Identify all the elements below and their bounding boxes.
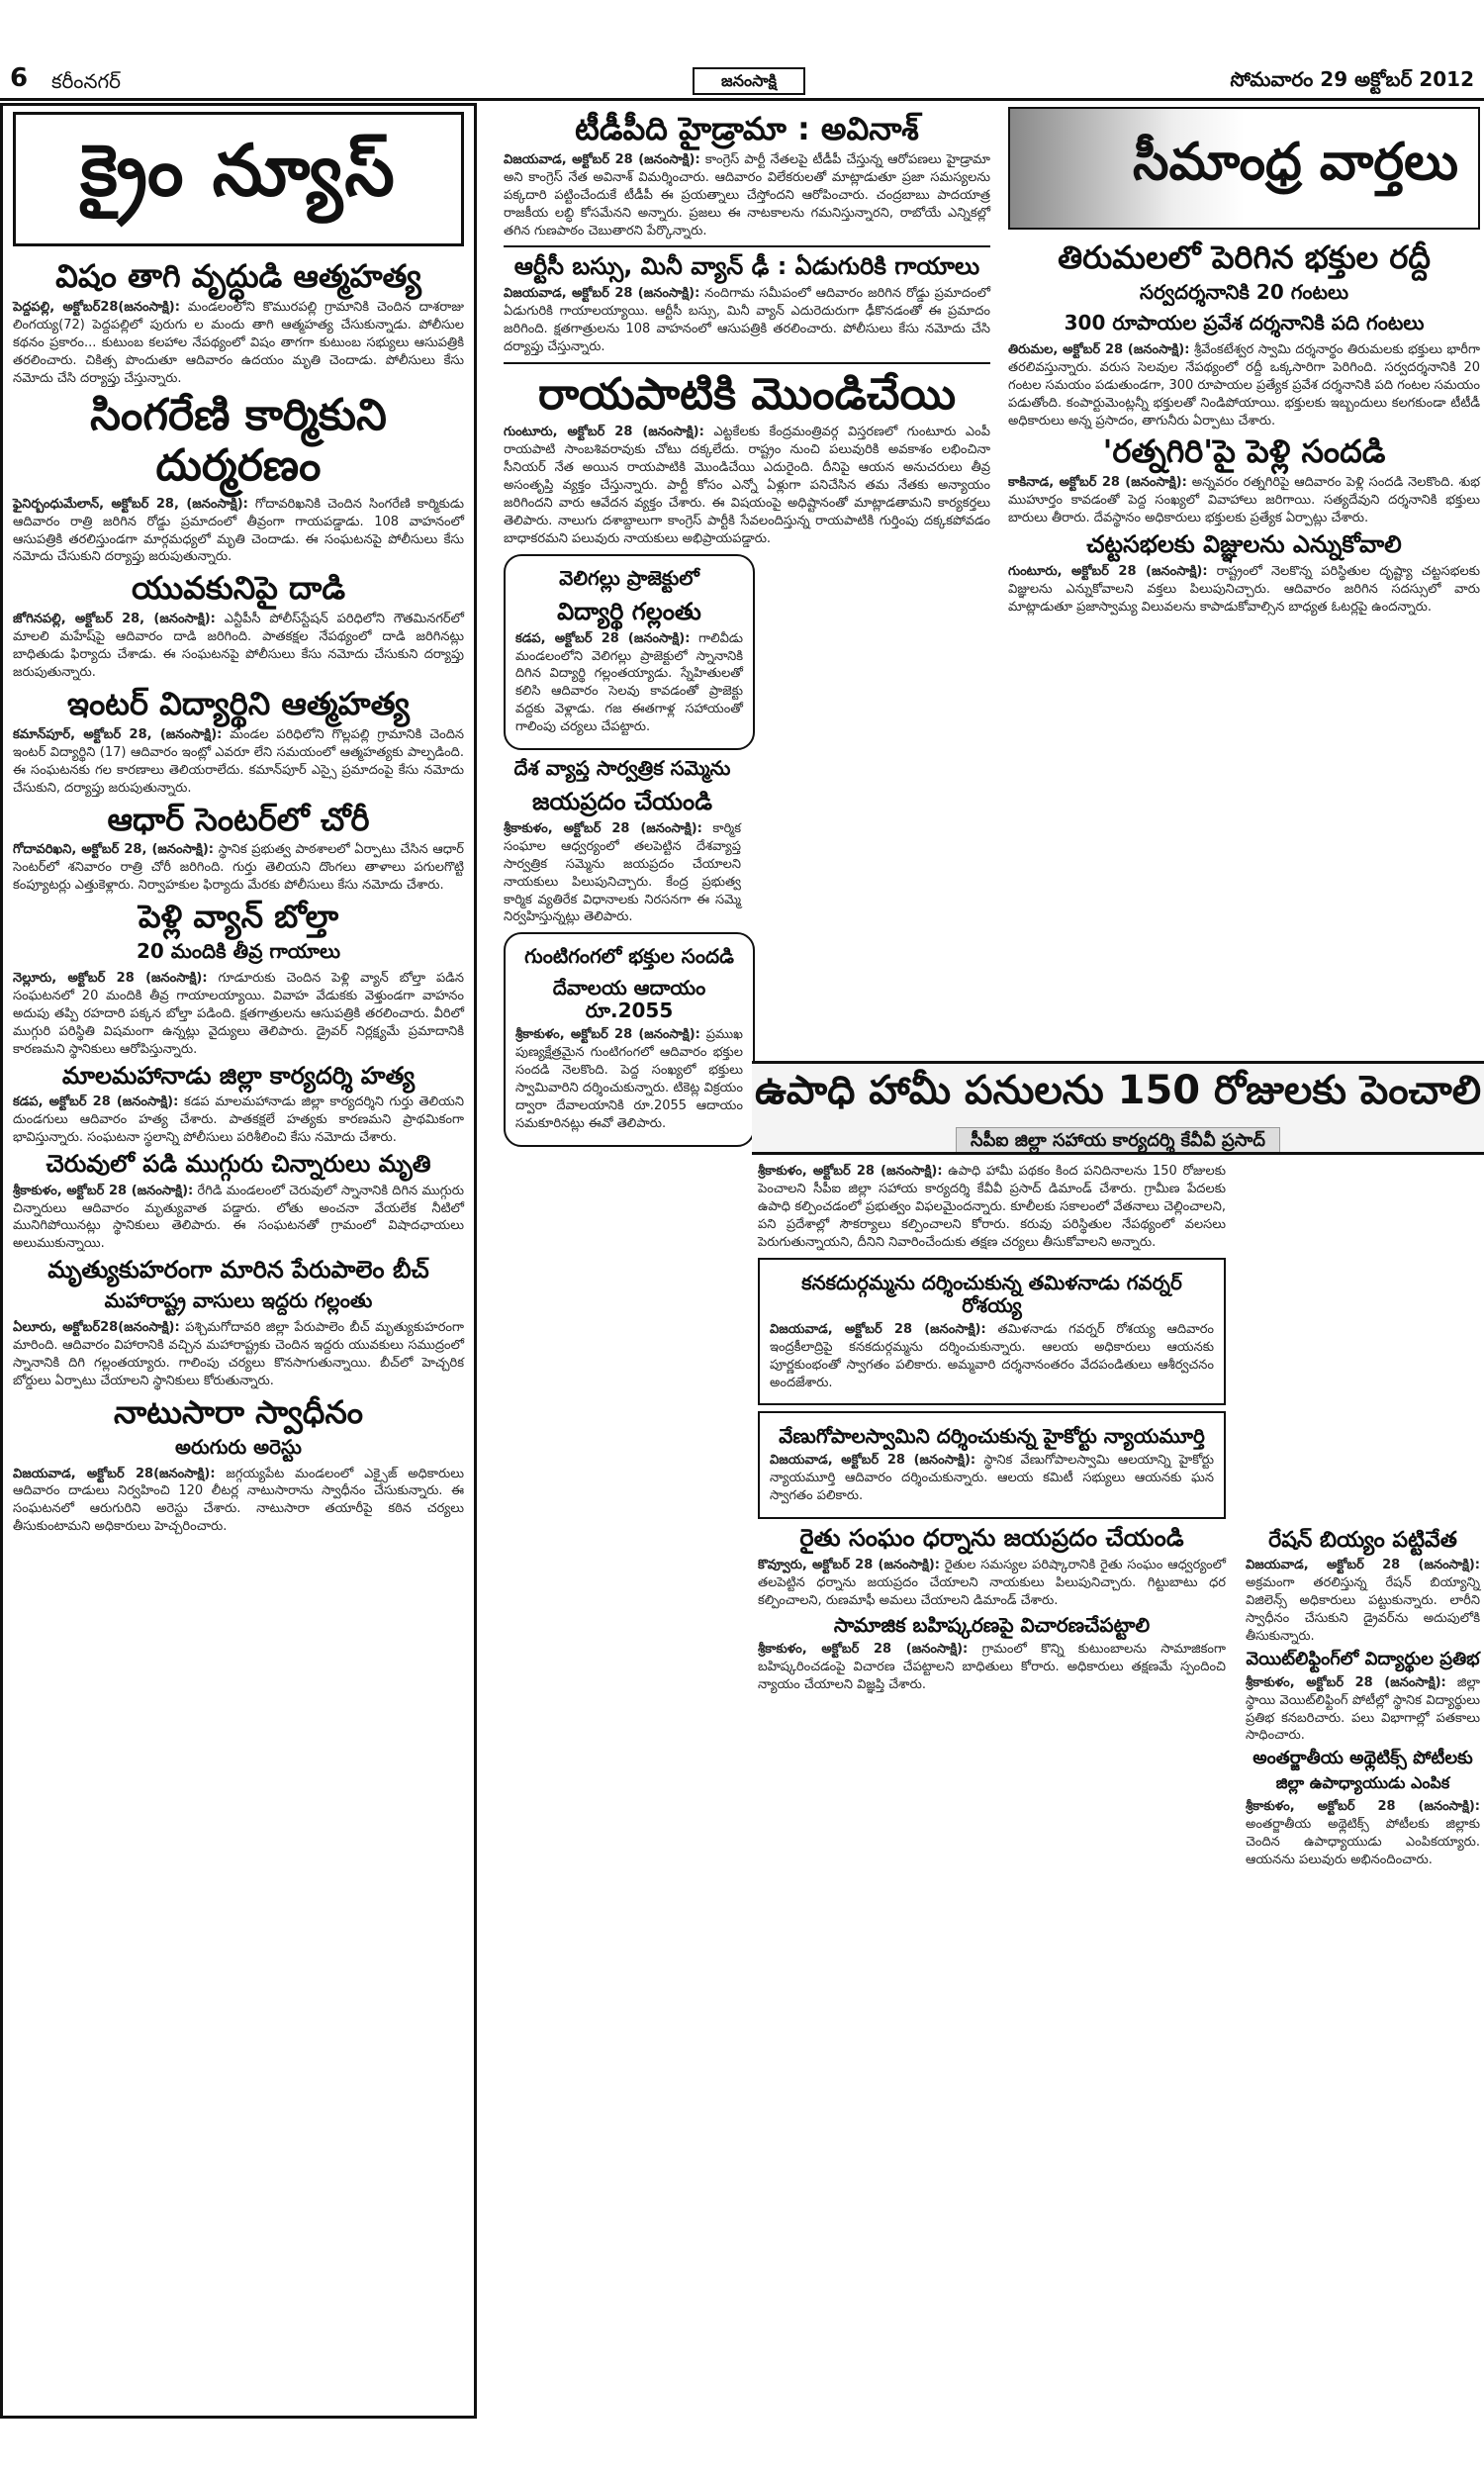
story-body: స్థానిక ప్రభుత్వ పాఠశాలలో ఏర్పాటు చేసిన ఆధార్ సెంటర్‌లో శనివారం రాత్రి చోరీ జరిగింది. గుర్తు తెలియని దొంగలు తాళాలు పగులగొట్టి కంప్యూటర్లు ఎత్తుకెళ్లారు. నిర్వాహకుల ఫిర్యాదు మేరకు పోలీసులు కేసు నమోదు చేశారు. — [13, 842, 464, 894]
story-headline: ఆధార్ సెంటర్‌లో చోరీ — [107, 800, 370, 838]
story — [13, 1257, 464, 1389]
story-dateline: విజయవాడ, అక్టోబర్ 28 (జనంసాక్షి): — [770, 1321, 986, 1337]
story-subheadline: మహారాష్ట్ర వాసులు ఇద్దరు గల్లంతు — [104, 1287, 373, 1312]
story — [13, 570, 464, 682]
story — [13, 802, 464, 896]
story-headline: మాలమహానాడు జిల్లా కార్యదర్శి హత్య — [61, 1061, 416, 1090]
story-dateline: గుంటూరు, అక్టోబర్ 28 (జనంసాక్షి): — [504, 425, 704, 440]
story-headline: టీడీపీది హైడ్రామా : అవినాశ్ — [575, 110, 919, 147]
story-body: గాలివీడు మండలంలోని వెలిగల్లు ప్రాజెక్టులో స్నానానికి దిగిన విద్యార్థి గల్లంతయ్యాడు. స్నేహితులతో కలిసి ఆదివారం సెలవు కావడంతో ప్రాజెక్టు వద్దకు వెళ్లాడు. గజ ఈతగాళ్ల సహాయంతో గాలింపు చర్యలు చేపట్టారు. — [515, 630, 743, 735]
story-dateline: గోదావరిఖని, అక్టోబర్ 28, (జనంసాక్షి): — [13, 842, 214, 858]
story-kicker: వెలిగల్లు ప్రాజెక్టులో — [559, 565, 699, 590]
story-body: అన్నవరం రత్నగిరిపై ఆదివారం పెళ్లి సందడి నెలకొంది. శుభ ముహూర్తం కావడంతో పెద్ద సంఖ్యలో వివాహాలు జరిగాయి. సత్యదేవుని దర్శనానికి భక్తులు బారులు తీరారు. దేవస్థానం అధికారులు భక్తులకు ప్రత్యేక ఏర్పాట్లు చేశారు. — [1008, 475, 1480, 526]
story — [1246, 1528, 1480, 1646]
boxed-story — [504, 932, 755, 1147]
story — [13, 1394, 464, 1537]
story-dateline: విజయవాడ, అక్టోబర్ 28 (జనంసాక్షి): — [1246, 1558, 1480, 1573]
story-subheadline: 20 మందికి తీవ్ర గాయాలు — [136, 938, 341, 963]
boxed-story — [758, 1411, 1226, 1519]
story-subheadline: అరుగురు అరెస్టు — [175, 1434, 302, 1459]
story-headline: చెరువులో పడి ముగ్గురు చిన్నారులు మృతి — [46, 1150, 431, 1179]
story-subheadline: జిల్లా ఉపాధ్యాయుడు ఎంపిక — [1275, 1773, 1450, 1793]
story-headline: ఇంటర్ విద్యార్థిని ఆత్మహత్య — [67, 684, 410, 722]
masthead — [0, 61, 1484, 101]
story-dateline: శ్రీకాకుళం, అక్టోబర్ 28 (జనంసాక్షి): — [1246, 1674, 1446, 1690]
story-dateline: శ్రీకాకుళం, అక్టోబర్ 28 (జనంసాక్షి): — [504, 820, 702, 836]
story — [758, 1614, 1226, 1694]
story — [13, 686, 464, 798]
story — [1008, 433, 1480, 527]
story-dateline: విజయవాడ, అక్టోబర్ 28 (జనంసాక్షి): — [504, 286, 700, 302]
story-dateline: తిరుమల, అక్టోబర్ 28 (జనంసాక్షి): — [1008, 341, 1190, 357]
story — [504, 111, 990, 239]
crime-news-column — [0, 103, 477, 2419]
story-headline: ఆర్టీసీ బస్సు, మినీ వ్యాన్ ఢీ : ఏడుగురికి గాయాలు — [513, 252, 980, 281]
story-dateline: విజయవాడ, అక్టోబర్ 28 (జనంసాక్షి): — [770, 1453, 976, 1469]
story-headline: నాటుసారా స్వాధీనం — [113, 1392, 364, 1431]
story-subheadline: 300 రూపాయల ప్రవేశ దర్శనానికి పది గంటలు — [1064, 310, 1425, 334]
story-body: అంతర్జాతీయ అథ్లెటిక్స్ పోటీలకు జిల్లాకు చెందిన ఉపాధ్యాయుడు ఎంపికయ్యారు. ఆయనను పలువురు అభినందించారు. — [1246, 1817, 1480, 1867]
story-dateline: కడప, అక్టోబర్ 28 (జనంసాక్షి): — [515, 630, 691, 646]
story-headline: దేవాలయ ఆదాయం రూ.2055 — [552, 976, 706, 1023]
story-body: ఉపాధి హామీ పథకం కింద పనిదినాలను 150 రోజులకు పెంచాలని సీపీఐ జిల్లా సహాయ కార్యదర్శి కేవీవీ ప్రసాద్ డిమాండ్ చేశారు. గ్రామీణ పేదలకు ఉపాధి కల్పించడంలో ప్రభుత్వం విఫలమైందన్నారు. కూలీలకు సకాలంలో వేతనాలు చెల్లించాలని, పని ప్రదేశాల్లో సౌకర్యాలు కల్పించాలని కోరారు. కరువు పరిస్థితుల నేపథ్యంలో వలసలు పెరుగుతున్నాయని, దీనిని నివారించేందుకు తక్షణ చర్యలు తీసుకోవాలని అన్నారు. — [758, 1164, 1226, 1250]
story-body: ఎన్టీపీసీ పోలీస్‌స్టేషన్ పరిధిలోని గౌతమినగర్‌లో మాలలి మహేష్‌పై ఆదివారం దాడి జరిగింది. పాతకక్షల నేపథ్యంలో దాడి జరిగినట్లు బాధితుడు ఫిర్యాదు చేశాడు. ఈ సంఘటనపై పోలీసులు కేసు నమోదు చేసుకుని దర్యాప్తు జరుపుతున్నారు. — [13, 612, 464, 681]
seemandhra-banner: సీమాంధ్ర వార్తలు — [1008, 107, 1480, 230]
page-number: 6 — [10, 63, 29, 93]
story-body: జిల్లా స్థాయి వెయిట్‌లిఫ్టింగ్ పోటీల్లో స్థానిక విద్యార్థులు ప్రతిభ కనబరిచారు. పలు విభాగాల్లో పతకాలు సాధించారు. — [1246, 1674, 1480, 1744]
wide-headline-banner — [752, 1061, 1484, 1155]
story-headline: పెళ్లి వ్యాన్ బోల్తా — [138, 898, 339, 936]
story-body: రాష్ట్రంలో నెలకొన్న పరిస్థితుల దృష్ట్యా చట్టసభలకు విజ్ఞులను ఎన్నుకోవాలని వక్తలు పిలుపునిచ్చారు. ఆదివారం జరిగిన సదస్సులో వారు మాట్లాడుతూ ప్రజాస్వామ్య విలువలను కాపాడుకోవాల్సిన బాధ్యత ఓటర్లపై ఉందన్నారు. — [1008, 563, 1481, 615]
story-headline: చట్టసభలకు విజ్ఞులను ఎన్నుకోవాలి — [1086, 530, 1402, 559]
story — [504, 756, 741, 926]
story — [13, 391, 464, 566]
story-dateline: నెల్లూరు, అక్టోబర్ 28 (జనంసాక్షి): — [13, 970, 208, 986]
wide-headline: ఉపాధి హామీ పనులను 150 రోజులకు పెంచాలి — [754, 1068, 1482, 1113]
story-body: మండలంలోని కొమురపల్లి గ్రామానికి చెందిన దాశరాజు లింగయ్య(72) పెద్దపల్లిలో పురుగు ల మందు తాగి ఆత్మహత్య చేసుకున్నాడు. పోలీసుల కథనం ప్రకారం... కుటుంబ కలహాల నేపథ్యంలో విషం తాగగా కుటుంబ సభ్యులు ఆసుపత్రికి తరలించారు. చికిత్స పొందుతూ ఆదివారం ఉదయం మృతి చెందాడు. పోలీసులు కేసు నమోదు చేసి దర్యాప్తు చేస్తున్నారు. — [13, 299, 464, 386]
wide-subheadline: సీపీఐ జిల్లా సహాయ కార్యదర్శి కేవీవీ ప్రసాద్ — [956, 1127, 1280, 1155]
story — [13, 899, 464, 1058]
story-dateline: శ్రీకాకుళం, అక్టోబర్ 28 (జనంసాక్షి): — [758, 1641, 969, 1657]
story-headline: విద్యార్థి గల్లంతు — [557, 597, 701, 625]
story-body: తమిళనాడు గవర్నర్ రోశయ్య ఆదివారం ఇంద్రకీలాద్రిపై కనకదుర్గమ్మను దర్శించుకున్నారు. ఆలయ అధికారులు ఆయనకు పూర్ణకుంభంతో స్వాగతం పలికారు. అమ్మవారి దర్శనానంతరం వేదపండితులు ఆశీర్వచనం అందజేశారు. — [770, 1321, 1214, 1390]
story-headline: మృత్యుకుహరంగా మారిన పేరుపాలెం బీచ్ — [47, 1256, 429, 1285]
story — [504, 253, 990, 355]
edition-city: కరీంనగర్ — [51, 69, 121, 93]
lower-right-column — [1242, 1524, 1484, 2415]
story-headline: రాయపాటికి మొండిచేయి — [537, 368, 957, 420]
story-body: జగ్గయ్యపేట మండలంలో ఎక్సైజ్ అధికారులు ఆదివారం దాడులు నిర్వహించి 120 లీటర్ల నాటుసారాను స్వాధీనం చేసుకున్నారు. ఈ సంఘటనలో ఆరుగురిని అరెస్టు చేశారు. నాటుసారా తయారీపై కఠిన చర్యలు తీసుకుంటామని అధికారులు హెచ్చరించారు. — [13, 1466, 464, 1535]
story-headline: యువకునిపై దాడి — [131, 569, 346, 608]
story-body: స్థానిక వేణుగోపాలస్వామి ఆలయాన్ని హైకోర్టు న్యాయమూర్తి ఆదివారం దర్శించుకున్నారు. ఆలయ కమిటీ సభ్యులు ఆయనకు ఘన స్వాగతం పలికారు. — [770, 1453, 1214, 1504]
story-body: కార్మిక సంఘాల ఆధ్వర్యంలో తలపెట్టిన దేశవ్యాప్త సార్వత్రిక సమ్మెను జయప్రదం చేయాలని నాయకులు పిలుపునిచ్చారు. కేంద్ర ప్రభుత్వ కార్మిక వ్యతిరేక విధానాలకు నిరసనగా ఈ సమ్మె నిర్వహిస్తున్నట్లు తెలిపారు. — [504, 820, 741, 925]
story — [1246, 1650, 1480, 1745]
story-dateline: కడప, అక్టోబర్ 28 (జనంసాక్షి): — [13, 1094, 179, 1110]
story-dateline: విజయవాడ, అక్టోబర్ 28(జనంసాక్షి): — [13, 1466, 216, 1481]
divider — [504, 245, 990, 247]
story-body: నందిగామ సమీపంలో ఆదివారం జరిగిన రోడ్డు ప్రమాదంలో ఏడుగురికి గాయాలయ్యాయి. ఆర్టీసీ బస్సు, మినీ వ్యాన్ ఎదురెదురుగా ఢీకొనడంతో ఈ ప్రమాదం జరిగింది. క్షతగాత్రులను 108 వాహనంలో ఆసుపత్రికి తరలించారు. పోలీసులు కేసు నమోదు చేసి దర్యాప్తు చేస్తున్నారు. — [504, 286, 990, 354]
story-dateline: ఫైనిర్బంధుమేలాన్, అక్టోబర్ 28, (జనంసాక్షి): — [13, 496, 248, 512]
story-body: ఎట్టకేలకు కేంద్రమంత్రివర్గ విస్తరణలో గుంటూరు ఎంపీ రాయపాటి సాంబశివరావుకు చోటు దక్కలేదు. రాష్ట్రం నుంచి పలువురికి అవకాశం లభించినా సీనియర్ నేత అయిన రాయపాటికి మొండిచేయి ఎదురైంది. దీనిపై ఆయన అనుచరులు తీవ్ర అసంతృప్తి వ్యక్తం చేస్తున్నారు. పార్టీ కోసం ఎన్నో ఏళ్లుగా పనిచేసిన తమ నేతకు అన్యాయం జరిగిందని వారు ఆవేదన వ్యక్తం చేశారు. ఈ విషయంపై అధిష్టానంతో మాట్లాడతామని కార్యకర్తలు తెలిపారు. నాలుగు దశాబ్దాలుగా కాంగ్రెస్ పార్టీకి సేవలందిస్తున్న రాయపాటికి గుర్తింపు దక్కకపోవడం బాధాకరమని పలువురు నాయకులు అభిప్రాయపడ్డారు. — [504, 425, 990, 547]
story-body: గూడూరుకు చెందిన పెళ్లి వ్యాన్ బోల్తా పడిన సంఘటనలో 20 మందికి తీవ్ర గాయాలయ్యాయి. వివాహ వేడుకకు వెళ్తుండగా వాహనం అదుపు తప్పి రహదారి పక్కన బోల్తా పడింది. క్షతగాత్రులను ఆసుపత్రికి తరలించారు. వీరిలో ముగ్గురి పరిస్థితి విషమంగా ఉన్నట్లు వైద్యులు తెలిపారు. డ్రైవర్ నిర్లక్ష్యమే ప్రమాదానికి కారణమని స్థానికులు ఆరోపిస్తున్నారు. — [13, 970, 464, 1057]
story-dateline: జోగినపల్లి, అక్టోబర్ 28, (జనంసాక్షి): — [13, 612, 216, 627]
story-headline: జయప్రదం చేయండి — [532, 788, 712, 816]
paper-logo: జనంసాక్షి — [693, 67, 805, 95]
story-headline: తిరుమలలో పెరిగిన భక్తుల రద్దీ — [1058, 238, 1431, 276]
story-body: కాంగ్రెస్ పార్టీ నేతలపై టీడీపీ చేస్తున్న ఆరోపణలు హైడ్రామా అని కాంగ్రెస్ నేత అవినాశ్ విమర్శించారు. ఆదివారం విలేకరులతో మాట్లాడుతూ ప్రజా సమస్యలను పక్కదారి పట్టించేందుకే టీడీపీ ఈ ప్రయత్నాలు చేస్తోందని ఆరోపించారు. చంద్రబాబు పాదయాత్ర రాజకీయ లబ్ధి కోసమేనని అన్నారు. ప్రజలు ఈ నాటకాలను గమనిస్తున్నారని, రాబోయే ఎన్నికల్లో తగిన గుణపాఠం చెబుతారని పేర్కొన్నారు. — [504, 151, 990, 238]
story — [1246, 1749, 1480, 1868]
divider — [504, 362, 990, 364]
story-body: శ్రీవేంకటేశ్వర స్వామి దర్శనార్థం తిరుమలకు భక్తులు భారీగా తరలివస్తున్నారు. వరుస సెలవుల నేపథ్యంలో రద్దీ ఒక్కసారిగా పెరిగింది. సర్వదర్శనానికి 20 గంటల సమయం పడుతుండగా, 300 రూపాయల ప్రత్యేక ప్రవేశ దర్శనానికి పది గంటల సమయం పడుతోంది. కంపార్టుమెంట్లన్నీ భక్తులతో నిండిపోయాయి. భక్తులకు ఇబ్బందులు కలగకుండా టీటీడీ అధికారులు అన్న ప్రసాదం, తాగునీరు ఏర్పాటు చేశారు. — [1008, 341, 1480, 428]
story-dateline: శ్రీకాకుళం, అక్టోబర్ 28 (జనంసాక్షి): — [515, 1027, 700, 1043]
story-headline: వెయిట్‌లిఫ్టింగ్‌లో విద్యార్థుల ప్రతిభ — [1246, 1648, 1480, 1669]
story — [13, 1151, 464, 1253]
issue-date: సోమవారం 29 అక్టోబర్ 2012 — [1230, 67, 1474, 91]
story — [13, 258, 464, 387]
story-dateline: విజయవాడ, అక్టోబర్ 28 (జనంసాక్షి): — [504, 151, 700, 167]
story-dateline: శ్రీకాకుళం, అక్టోబర్ 28 (జనంసాక్షి): — [13, 1183, 194, 1198]
story — [758, 1525, 1226, 1609]
story-body: మండల పరిధిలోని గొల్లపల్లి గ్రామానికి చెందిన ఇంటర్ విద్యార్థిని (17) ఆదివారం ఇంట్లో ఎవరూ లేని సమయంలో ఆత్మహత్యకు పాల్పడింది. ఈ సంఘటనకు గల కారణాలు తెలియరాలేదు. కమాన్‌పూర్ ఎస్సై ప్రమాదంపై కేసు నమోదు చేసుకుని, దర్యాప్తు జరుపుతున్నారు. — [13, 726, 465, 796]
story-body: అక్రమంగా తరలిస్తున్న రేషన్ బియ్యాన్ని విజిలెన్స్ అధికారులు పట్టుకున్నారు. లారీని స్వాధీనం చేసుకుని డ్రైవర్‌ను అదుపులోకి తీసుకున్నారు. — [1246, 1575, 1480, 1645]
story-subheadline: సర్వదర్శనానికి 20 గంటలు — [1139, 279, 1349, 304]
boxed-story — [758, 1258, 1226, 1406]
story-headline: విషం తాగి వృద్ధుడి ఆత్మహత్య — [55, 257, 421, 295]
story-headline: సామాజిక బహిష్కరణపై విచారణచేపట్టాలి — [833, 1612, 1151, 1637]
lower-middle-column — [752, 1163, 1232, 2415]
story-dateline: శ్రీకాకుళం, అక్టోబర్ 28 (జనంసాక్షి): — [758, 1164, 943, 1179]
story-headline: రేషన్ బియ్యం పట్టివేత — [1268, 1528, 1457, 1553]
story — [13, 1063, 464, 1147]
story-body: పశ్చిమగోదావరి జిల్లా పేరుపాలెం బీచ్ మృత్యుకుహరంగా మారింది. ఆదివారం విహారానికి వచ్చిన మహారాష్ట్రకు చెందిన ఇద్దరు యువకులు సముద్రంలో స్నానానికి దిగి గల్లంతయ్యారు. గాలింపు చర్యలు కొనసాగుతున్నాయి. బీచ్‌లో హెచ్చరిక బోర్డులు ఏర్పాటు చేయాలని స్థానికులు కోరుతున్నారు. — [13, 1319, 464, 1388]
story-headline: అంతర్జాతీయ అథ్లెటిక్స్ పోటీలకు — [1252, 1748, 1473, 1769]
story-kicker: గుంటిగంగలో భక్తుల సందడి — [524, 944, 734, 969]
story-headline: రైతు సంఘం ధర్నాను జయప్రదం చేయండి — [799, 1524, 1184, 1553]
story — [504, 370, 990, 548]
story — [1008, 239, 1480, 429]
story-dateline: పెద్దపల్లి, అక్టోబర్28(జనంసాక్షి): — [13, 299, 180, 315]
story-body: కడప మాలమహానాడు జిల్లా కార్యదర్శిని గుర్తు తెలియని దుండగులు ఆదివారం హత్య చేశారు. పాతకక్షలే హత్యకు కారణమని ప్రాథమికంగా భావిస్తున్నారు. సంఘటనా స్థలాన్ని పోలీసులు పరిశీలించి కేసు నమోదు చేశారు. — [13, 1094, 464, 1146]
story-body: రైతుల సమస్యల పరిష్కారానికి రైతు సంఘం ఆధ్వర్యంలో తలపెట్టిన ధర్నాను జయప్రదం చేయాలని నాయకులు పిలుపునిచ్చారు. గిట్టుబాటు ధర కల్పించాలని, రుణమాఫీ అమలు చేయాలని డిమాండ్ చేశారు. — [758, 1557, 1226, 1608]
story — [1008, 531, 1480, 616]
story-headline: వేణుగోపాలస్వామిని దర్శించుకున్న హైకోర్టు న్యాయమూర్తి — [779, 1424, 1205, 1449]
crime-news-banner: క్రైం న్యూస్ — [13, 112, 464, 246]
story-body: ప్రముఖ పుణ్యక్షేత్రమైన గుంటిగంగలో ఆదివారం భక్తుల సందడి నెలకొంది. పెద్ద సంఖ్యలో భక్తులు స్వామివారిని దర్శించుకున్నారు. టికెట్ల విక్రయం ద్వారా దేవాలయానికి రూ.2055 ఆదాయం సమకూరినట్లు ఈవో తెలిపారు. — [515, 1027, 743, 1132]
story-headline: సింగరేణి కార్మికుని దుర్మరణం — [90, 390, 387, 492]
story-body: గోదావరిఖనికి చెందిన సింగరేణి కార్మికుడు ఆదివారం రాత్రి జరిగిన రోడ్డు ప్రమాదంలో తీవ్రంగా గాయపడ్డాడు. 108 వాహనంలో ఆసుపత్రికి తరలిస్తుండగా మార్గమధ్యలో మృతి చెందాడు. ఈ సంఘటనపై పోలీసులు కేసు నమోదు చేసుకుని దర్యాప్తు జరుపుతున్నారు. — [13, 496, 465, 565]
boxed-story — [504, 554, 755, 750]
story-dateline: కమాన్‌పూర్, అక్టోబర్ 28, (జనంసాక్షి): — [13, 726, 223, 742]
story-headline: కనకదుర్గమ్మను దర్శించుకున్న తమిళనాడు గవర్నర్ రోశయ్య — [801, 1270, 1182, 1317]
story-dateline: కొవ్వూరు, అక్టోబర్ 28 (జనంసాక్షి): — [758, 1557, 940, 1572]
story-dateline: శ్రీకాకుళం, అక్టోబర్ 28 (జనంసాక్షి): — [1246, 1799, 1480, 1815]
story-body: గ్రామంలో కొన్ని కుటుంబాలను సామాజికంగా బహిష్కరించడంపై విచారణ చేపట్టాలని బాధితులు కోరారు. అధికారులు తక్షణమే స్పందించి న్యాయం చేయాలని విజ్ఞప్తి చేశారు. — [758, 1641, 1226, 1692]
story-kicker: దేశ వ్యాప్త సార్వత్రిక సమ్మెను — [513, 756, 731, 781]
story-dateline: కాకినాడ, అక్టోబర్ 28 (జనంసాక్షి): — [1008, 475, 1187, 491]
story-dateline: గుంటూరు, అక్టోబర్ 28 (జనంసాక్షి): — [1008, 563, 1208, 579]
story-headline: 'రత్నగిరి'పై పెళ్లి సందడి — [1102, 432, 1386, 471]
story-dateline: ఏలూరు, అక్టోబర్28(జనంసాక్షి): — [13, 1319, 180, 1335]
story-body: రేగిడి మండలంలో చెరువులో స్నానానికి దిగిన ముగ్గురు చిన్నారులు ఆదివారం మృత్యువాత పడ్డారు. లోతు అంచనా వేయలేక నీటిలో మునిగిపోయినట్లు స్థానికులు తెలిపారు. ఈ సంఘటనతో గ్రామంలో విషాదఛాయలు అలుముకున్నాయి. — [13, 1183, 464, 1252]
